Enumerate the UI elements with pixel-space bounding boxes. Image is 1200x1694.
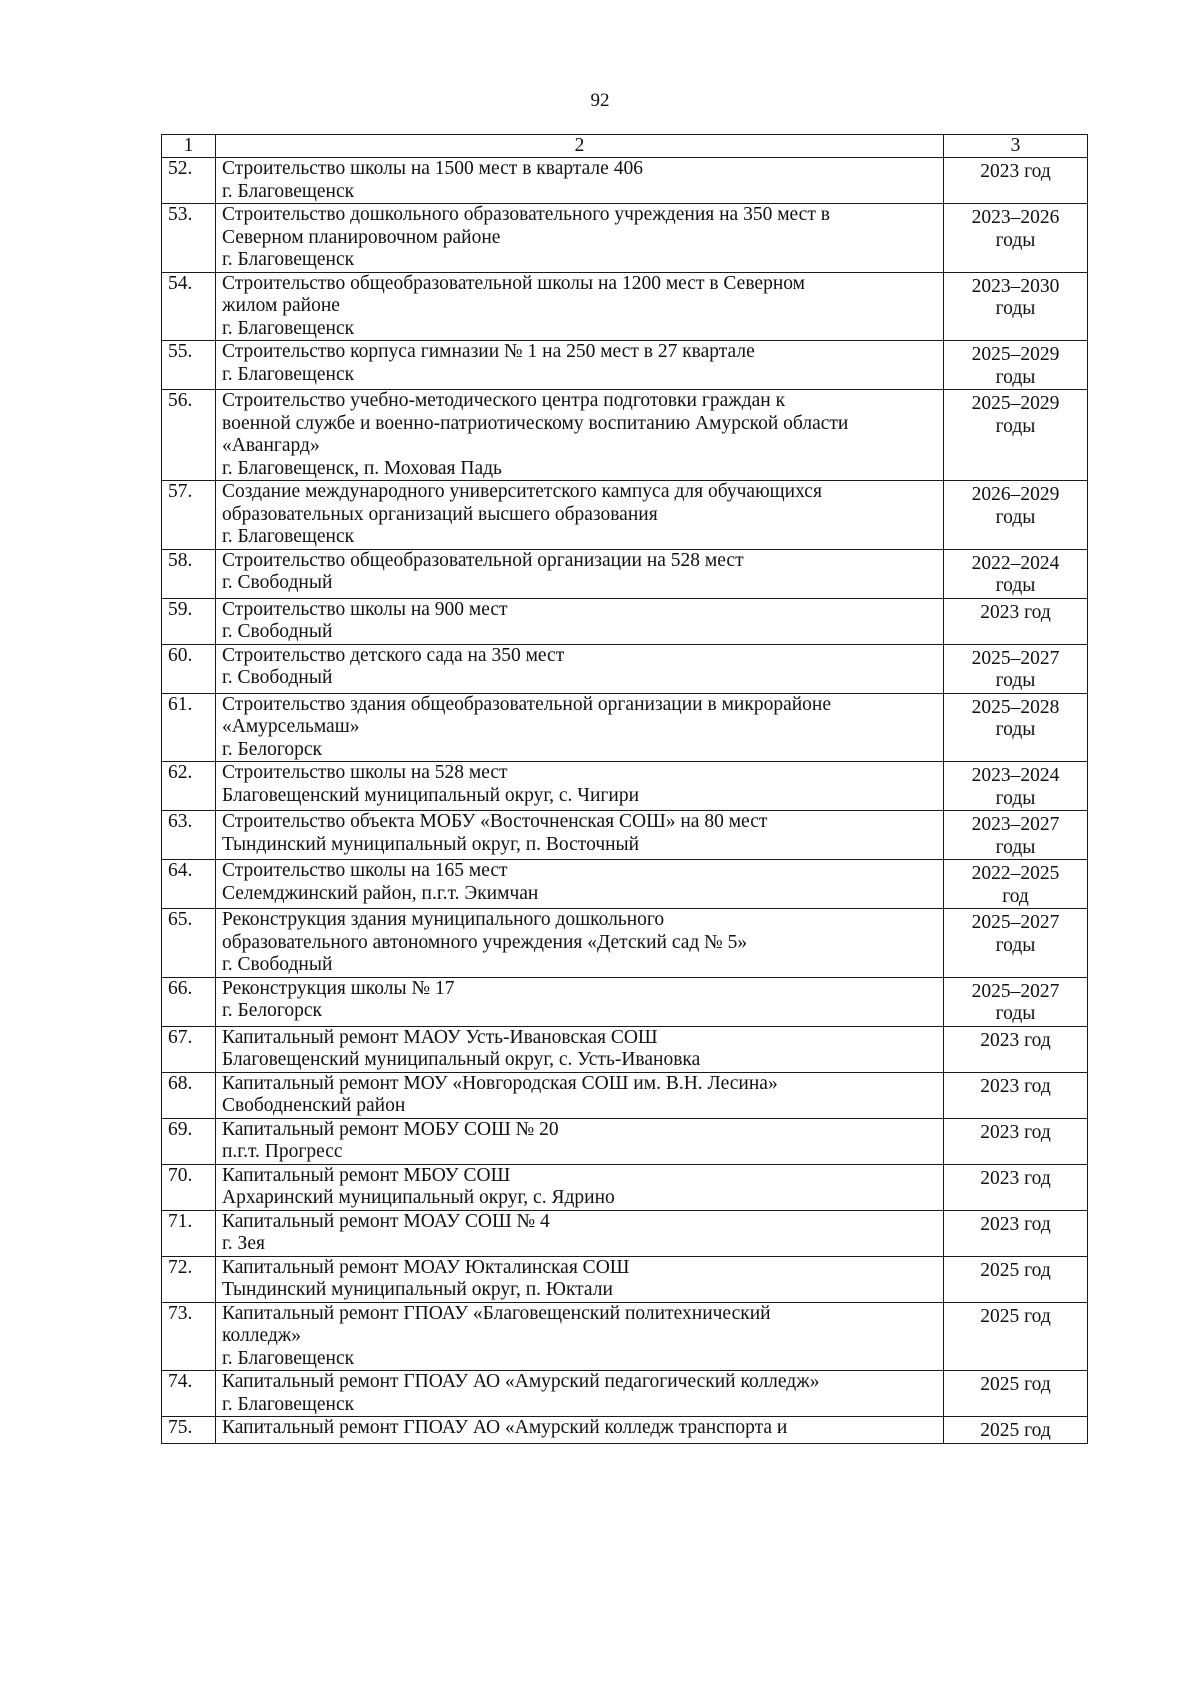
implementation-term <box>944 272 1088 341</box>
implementation-term <box>944 1118 1088 1164</box>
term-line: годы <box>995 229 1036 251</box>
term-line: 2025–2029 <box>971 344 1060 365</box>
description-line: Капитальный ремонт МБОУ СОШ <box>222 1164 511 1186</box>
table-row <box>162 204 1088 273</box>
row-number: 66. <box>162 977 216 1026</box>
implementation-term <box>944 860 1088 909</box>
term-line: 2025–2027 <box>971 912 1060 933</box>
description-line: г. Зея <box>222 1233 265 1254</box>
object-description <box>216 1417 944 1444</box>
term-line: 2022–2024 <box>971 552 1060 574</box>
description-line: г. Благовещенск <box>222 1393 355 1415</box>
description-line: г. Свободный <box>222 572 333 593</box>
object-description <box>216 272 944 341</box>
description-line: г. Белогорск <box>222 1000 323 1021</box>
implementation-term <box>944 1026 1088 1072</box>
term-line: годы <box>995 836 1036 858</box>
implementation-term <box>944 811 1088 860</box>
description-line: п.г.т. Прогресс <box>222 1141 343 1162</box>
implementation-term <box>944 1256 1088 1302</box>
implementation-term <box>944 598 1088 644</box>
object-description <box>216 1210 944 1256</box>
row-number: 52. <box>162 158 216 204</box>
row-number: 67. <box>162 1026 216 1072</box>
table-row <box>162 481 1088 550</box>
row-number: 73. <box>162 1302 216 1371</box>
term-line: 2023–2027 <box>971 814 1060 835</box>
term-line: 2023 год <box>980 601 1051 623</box>
row-number: 63. <box>162 811 216 860</box>
description-line: Строительство школы на 165 мест <box>222 860 508 881</box>
column-header-term: 3 <box>944 135 1088 158</box>
object-description <box>216 811 944 860</box>
description-line: г. Благовещенск <box>222 180 355 202</box>
term-line: годы <box>995 506 1036 528</box>
column-header-number: 1 <box>162 135 216 158</box>
object-description <box>216 1026 944 1072</box>
description-line: г. Благовещенск <box>222 1347 355 1369</box>
description-line: образовательного автономного учреждения «Детский сад № 5» <box>222 931 748 953</box>
row-number: 57. <box>162 481 216 550</box>
object-description <box>216 1164 944 1210</box>
row-number: 59. <box>162 598 216 644</box>
row-number: 54. <box>162 272 216 341</box>
object-description <box>216 158 944 204</box>
description-line: Капитальный ремонт ГПОАУ АО «Амурский колледж транспорта и <box>222 1417 788 1438</box>
table-row <box>162 549 1088 598</box>
table-row <box>162 272 1088 341</box>
term-line: 2025 год <box>980 1259 1051 1281</box>
description-line: Капитальный ремонт МОАУ Юкталинская СОШ <box>222 1256 630 1278</box>
object-description <box>216 1072 944 1118</box>
description-line: Строительство школы на 528 мест <box>222 762 508 783</box>
row-number: 64. <box>162 860 216 909</box>
description-line: г. Свободный <box>222 667 333 688</box>
description-line: жилом районе <box>222 295 340 316</box>
object-description <box>216 762 944 811</box>
term-line: 2025–2029 <box>971 393 1060 414</box>
description-line: Благовещенский муниципальный округ, с. Усть-Ивановка <box>222 1049 701 1070</box>
term-line: 2025–2028 <box>971 696 1060 718</box>
description-line: Тындинский муниципальный округ, п. Восточный <box>222 833 640 855</box>
description-line: образовательных организаций высшего образования <box>222 503 658 525</box>
implementation-term <box>944 1210 1088 1256</box>
implementation-term <box>944 762 1088 811</box>
description-line: г. Благовещенск <box>222 363 355 385</box>
table-row <box>162 341 1088 390</box>
object-description <box>216 390 944 481</box>
term-line: 2023 год <box>980 1121 1051 1143</box>
object-description <box>216 204 944 273</box>
description-line: Северном планировочном районе <box>222 226 501 248</box>
table-row <box>162 1072 1088 1118</box>
description-line: Капитальный ремонт ГПОАУ АО «Амурский педагогический колледж» <box>222 1371 820 1392</box>
implementation-term <box>944 204 1088 273</box>
object-description <box>216 977 944 1026</box>
table-header-row <box>162 135 1088 158</box>
implementation-term <box>944 1371 1088 1417</box>
description-line: Строительство корпуса гимназии № 1 на 250 мест в 27 квартале <box>222 341 755 362</box>
implementation-term <box>944 341 1088 390</box>
implementation-term <box>944 1164 1088 1210</box>
description-line: Капитальный ремонт МАОУ Усть-Ивановская СОШ <box>222 1026 658 1048</box>
row-number: 68. <box>162 1072 216 1118</box>
implementation-term <box>944 693 1088 762</box>
term-line: 2025–2027 <box>971 647 1060 669</box>
description-line: Свободненский район <box>222 1095 406 1116</box>
description-line: Строительство здания общеобразовательной организации в микрорайоне <box>222 693 831 715</box>
description-line: г. Благовещенск <box>222 249 355 270</box>
description-line: Селемджинский район, п.г.т. Экимчан <box>222 882 539 904</box>
table-row <box>162 693 1088 762</box>
table-row <box>162 158 1088 204</box>
description-line: Строительство школы на 900 мест <box>222 598 508 620</box>
implementation-term <box>944 158 1088 204</box>
description-line: г. Благовещенск <box>222 526 355 547</box>
term-line: 2023 год <box>980 1075 1051 1097</box>
term-line: 2023–2024 <box>971 765 1060 786</box>
description-line: Реконструкция здания муниципального дошкольного <box>222 909 665 930</box>
term-line: годы <box>995 670 1036 691</box>
row-number: 65. <box>162 909 216 978</box>
description-line: Строительство общеобразовательной школы на 1200 мест в Северном <box>222 272 805 294</box>
term-line: годы <box>995 1003 1036 1024</box>
description-line: «Амурсельмаш» <box>222 716 360 737</box>
term-line: 2023 год <box>980 161 1051 182</box>
description-line: Капитальный ремонт МОАУ СОШ № 4 <box>222 1210 550 1232</box>
object-description <box>216 693 944 762</box>
table-row <box>162 909 1088 978</box>
row-number: 61. <box>162 693 216 762</box>
object-description <box>216 860 944 909</box>
description-line: Капитальный ремонт МОУ «Новгородская СОШ им. В.Н. Лесина» <box>222 1072 778 1094</box>
implementation-term <box>944 1072 1088 1118</box>
row-number: 55. <box>162 341 216 390</box>
implementation-term <box>944 390 1088 481</box>
table-row <box>162 1302 1088 1371</box>
term-line: 2025 год <box>980 1305 1051 1327</box>
term-line: 2026–2029 <box>971 484 1060 505</box>
row-number: 58. <box>162 549 216 598</box>
row-number: 60. <box>162 644 216 693</box>
term-line: годы <box>995 415 1036 437</box>
term-line: 2025 год <box>980 1374 1051 1395</box>
term-line: 2023 год <box>980 1029 1051 1051</box>
implementation-term <box>944 977 1088 1026</box>
table-row <box>162 1164 1088 1210</box>
table-row <box>162 1210 1088 1256</box>
implementation-term <box>944 644 1088 693</box>
object-description <box>216 598 944 644</box>
row-number: 56. <box>162 390 216 481</box>
description-line: колледж» <box>222 1325 301 1346</box>
object-description <box>216 1302 944 1371</box>
table-row <box>162 644 1088 693</box>
table-row <box>162 762 1088 811</box>
column-header-object: 2 <box>216 135 944 158</box>
object-description <box>216 341 944 390</box>
table-row <box>162 977 1088 1026</box>
object-description <box>216 1118 944 1164</box>
description-line: г. Благовещенск, п. Моховая Падь <box>222 457 502 479</box>
term-line: годы <box>995 934 1036 956</box>
table-row <box>162 1417 1088 1444</box>
term-line: 2025 год <box>980 1420 1051 1441</box>
implementation-term <box>944 1417 1088 1444</box>
term-line: год <box>1002 885 1029 907</box>
description-line: г. Свободный <box>222 954 333 975</box>
table-row <box>162 1371 1088 1417</box>
object-description <box>216 909 944 978</box>
row-number: 62. <box>162 762 216 811</box>
description-line: Строительство детского сада на 350 мест <box>222 644 565 666</box>
description-line: «Авангард» <box>222 435 320 456</box>
row-number: 74. <box>162 1371 216 1417</box>
description-line: Строительство объекта МОБУ «Восточненская СОШ» на 80 мест <box>222 811 768 832</box>
object-description <box>216 1256 944 1302</box>
implementation-term <box>944 481 1088 550</box>
table-row <box>162 1256 1088 1302</box>
term-line: годы <box>995 787 1036 809</box>
description-line: г. Белогорск <box>222 738 323 760</box>
description-line: Строительство учебно-методического центра подготовки граждан к <box>222 390 786 411</box>
table-row <box>162 860 1088 909</box>
description-line: Капитальный ремонт ГПОАУ «Благовещенский политехнический <box>222 1302 771 1324</box>
object-description <box>216 549 944 598</box>
page-number: 92 <box>590 90 610 111</box>
row-number: 72. <box>162 1256 216 1302</box>
description-line: Создание международного университетского кампуса для обучающихся <box>222 481 822 502</box>
term-line: годы <box>995 366 1036 388</box>
table-row <box>162 1118 1088 1164</box>
implementation-term <box>944 1302 1088 1371</box>
description-line: Благовещенский муниципальный округ, с. Чигири <box>222 784 640 806</box>
description-line: Строительство школы на 1500 мест в квартале 406 <box>222 158 643 179</box>
row-number: 70. <box>162 1164 216 1210</box>
term-line: годы <box>995 575 1036 596</box>
table-body <box>162 158 1088 1444</box>
description-line: г. Свободный <box>222 621 333 642</box>
term-line: годы <box>995 298 1036 319</box>
row-number: 69. <box>162 1118 216 1164</box>
object-description <box>216 481 944 550</box>
description-line: Тындинский муниципальный округ, п. Юктали <box>222 1279 613 1300</box>
object-description <box>216 644 944 693</box>
term-line: 2023 год <box>980 1213 1051 1235</box>
description-line: Капитальный ремонт МОБУ СОШ № 20 <box>222 1118 559 1140</box>
table-row <box>162 390 1088 481</box>
description-line: Реконструкция школы № 17 <box>222 977 455 999</box>
term-line: 2025–2027 <box>971 980 1060 1002</box>
object-description <box>216 1371 944 1417</box>
table-row <box>162 811 1088 860</box>
description-line: г. Благовещенск <box>222 317 355 339</box>
table-row <box>162 1026 1088 1072</box>
implementation-term <box>944 909 1088 978</box>
description-line: Архаринский муниципальный округ, с. Ядрино <box>222 1187 615 1208</box>
term-line: 2022–2025 <box>971 863 1060 884</box>
description-line: военной службе и военно-патриотическому воспитанию Амурской области <box>222 412 849 434</box>
term-line: 2023–2026 <box>971 207 1060 228</box>
term-line: 2023–2030 <box>971 275 1060 297</box>
description-line: Строительство общеобразовательной организации на 528 мест <box>222 549 744 571</box>
implementation-term <box>944 549 1088 598</box>
objects-table <box>161 134 1088 1444</box>
term-line: годы <box>995 719 1036 740</box>
term-line: 2023 год <box>980 1167 1051 1189</box>
row-number: 75. <box>162 1417 216 1444</box>
row-number: 71. <box>162 1210 216 1256</box>
description-line: Строительство дошкольного образовательного учреждения на 350 мест в <box>222 204 830 225</box>
table-row <box>162 598 1088 644</box>
row-number: 53. <box>162 204 216 273</box>
